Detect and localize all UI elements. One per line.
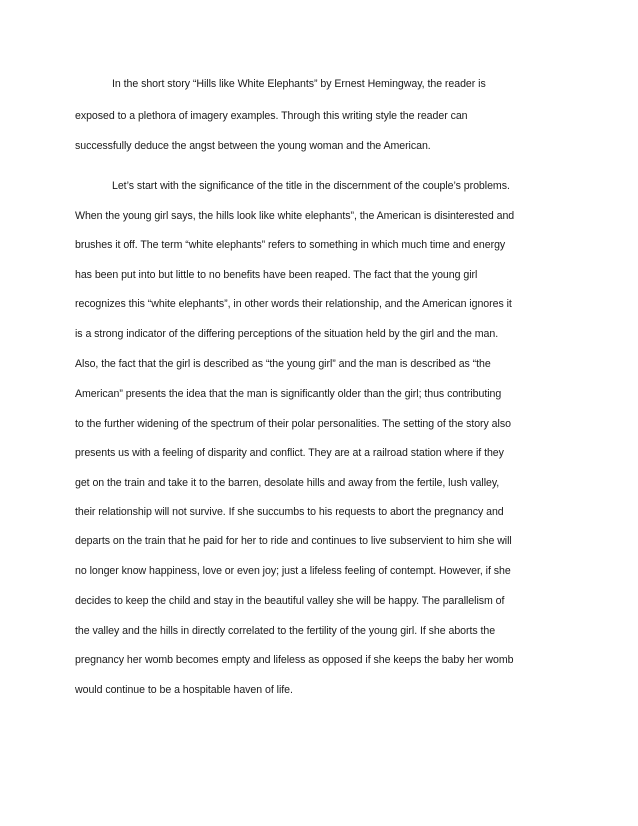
paragraph-2-line-1: Let’s start with the significance of the title in the discernment of the couple’s problems. [112,180,510,192]
paragraph-2-line-14: no longer know happiness, love or even joy; just a lifeless feeling of contempt. However, if she [75,565,511,577]
paragraph-2-line-2: When the young girl says, the hills look like white elephants”, the American is disinterested and [75,210,515,222]
paragraph-2-line-15: decides to keep the child and stay in the beautiful valley she will be happy. The parallelism of [75,595,505,607]
paragraph-2-line-13: departs on the train that he paid for her to ride and continues to live subservient to him she will [75,535,512,547]
paragraph-2-line-4: has been put into but little to no benefits have been reaped. The fact that the young girl [75,269,478,281]
paragraph-2-line-10: presents us with a feeling of disparity and conflict. They are at a railroad station where if they [75,447,504,459]
paragraph-2-line-16: the valley and the hills in directly correlated to the fertility of the young girl. If she aborts the [75,625,496,637]
paragraph-2-line-11: get on the train and take it to the barren, desolate hills and away from the fertile, lush valley, [75,477,500,489]
paragraph-2-line-8: American” presents the idea that the man is significantly older than the girl; thus contributing [75,388,502,400]
paragraph-2-line-18: would continue to be a hospitable haven of life. [75,684,293,696]
paragraph-2-line-5: recognizes this “white elephants”, in other words their relationship, and the American ignores it [75,298,512,310]
paragraph-2-line-3: brushes it off. The term “white elephants” refers to something in which much time and energy [75,239,506,251]
paragraph-2-line-6: is a strong indicator of the differing perceptions of the situation held by the girl and the man. [75,328,499,340]
paragraph-1-line-2: exposed to a plethora of imagery examples. Through this writing style the reader can [75,110,468,122]
paragraph-1-line-1: In the short story “Hills like White Elephants” by Ernest Hemingway, the reader is [112,78,486,90]
paragraph-2-line-12: their relationship will not survive. If she succumbs to his requests to abort the pregnancy and [75,506,504,518]
paragraph-2-line-17: pregnancy her womb becomes empty and lifeless as opposed if she keeps the baby her womb [75,654,514,666]
paragraph-1-line-3: successfully deduce the angst between the young woman and the American. [75,140,431,152]
paragraph-2-line-9: to the further widening of the spectrum of their polar personalities. The setting of the story also [75,418,511,430]
paragraph-2-line-7: Also, the fact that the girl is described as “the young girl” and the man is described as “the [75,358,491,370]
